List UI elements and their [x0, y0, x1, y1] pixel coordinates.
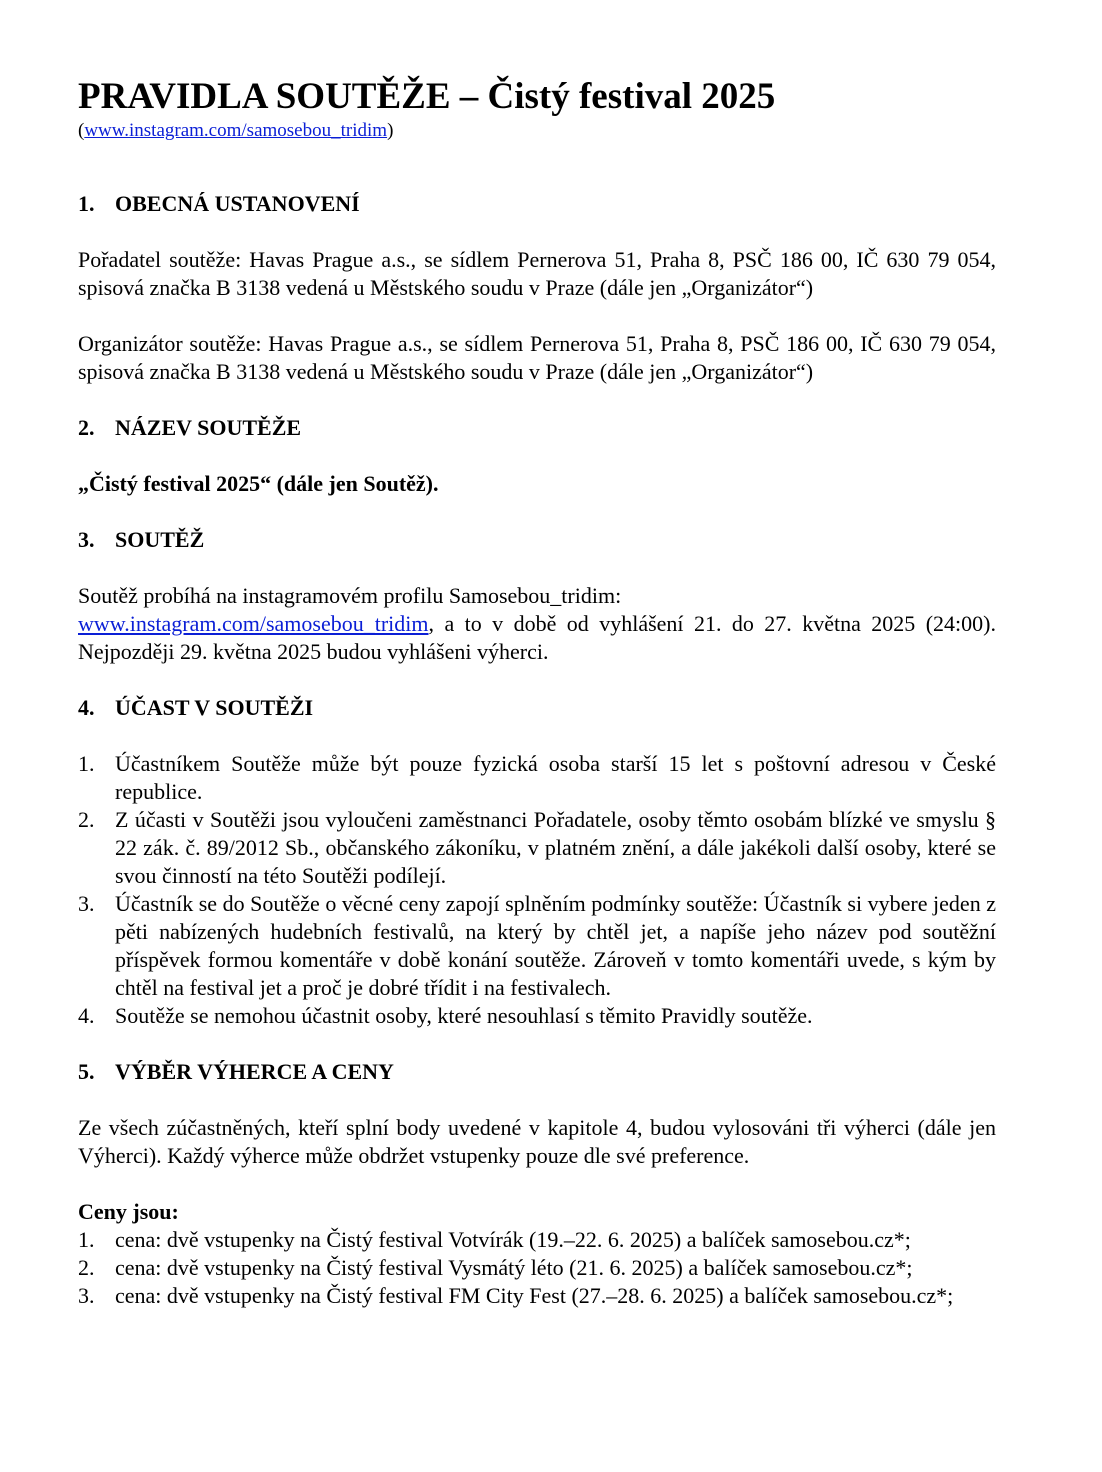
- instagram-profile-link[interactable]: www.instagram.com/samosebou_tridim: [78, 611, 429, 636]
- prizes-heading: Ceny jsou:: [78, 1199, 179, 1224]
- list-item: [78, 750, 996, 806]
- description-rest: , a to v době od vyhlášení 21. do 27. května 2025 (24:00). Nejpozději 29. května 2025 budou vyhlášeni výherci.: [78, 611, 996, 664]
- item-number: 1.: [78, 751, 95, 776]
- winner-selection-paragraph: Ze všech zúčastněných, kteří splní body uvedené v kapitole 4, budou vylosováni tři výherci (dále jen Výherci). Každý výherce může obdržet vstupenky pouze dle své preference.: [78, 1115, 996, 1168]
- paren-close: ): [387, 120, 394, 141]
- participation-list: [78, 750, 996, 1030]
- item-text: cena: dvě vstupenky na Čistý festival Vysmátý léto (21. 6. 2025) a balíček samosebou.cz*;: [115, 1255, 913, 1280]
- instagram-link[interactable]: www.instagram.com/samosebou_tridim: [84, 120, 388, 141]
- item-text: cena: dvě vstupenky na Čistý festival Votvírák (19.–22. 6. 2025) a balíček samosebou.cz*;: [115, 1227, 911, 1252]
- list-item: [78, 1002, 996, 1030]
- title-link-line: [78, 120, 996, 142]
- section-2-heading: [78, 414, 996, 442]
- organizer-paragraph: Pořadatel soutěže: Havas Prague a.s., se sídlem Pernerova 51, Praha 8, PSČ 186 00, IČ 630 79 054, spisová značka B 3138 vedená u Městského soudu v Praze (dále jen „Organizátor“): [78, 247, 996, 300]
- item-number: 3.: [78, 891, 95, 916]
- section-title: SOUTĚŽ: [115, 527, 205, 552]
- document-title: PRAVIDLA SOUTĚŽE – Čistý festival 2025: [78, 76, 776, 117]
- description-intro: Soutěž probíhá na instagramovém profilu Samosebou_tridim:: [78, 583, 622, 608]
- section-number: 4.: [78, 695, 95, 720]
- section-title: VÝBĚR VÝHERCE A CENY: [115, 1059, 394, 1084]
- competition-name: „Čistý festival 2025“ (dále jen Soutěž).: [78, 471, 439, 496]
- item-text: Z účasti v Soutěži jsou vyloučeni zaměstnanci Pořadatele, osoby těmto osobám blízké ve smyslu § 22 zák. č. 89/2012 Sb., občanského zákoníku, v platném znění, a dále jakékoli další osoby, které se svou činností na této Soutěži podílejí.: [115, 807, 996, 888]
- paren-open: (: [78, 120, 85, 141]
- section-number: 5.: [78, 1059, 95, 1084]
- section-title: NÁZEV SOUTĚŽE: [115, 415, 302, 440]
- item-number: 4.: [78, 1003, 95, 1028]
- section-number: 3.: [78, 527, 95, 552]
- section-number: 1.: [78, 191, 95, 216]
- section-3-heading: [78, 526, 996, 554]
- competition-description: [78, 582, 996, 666]
- item-number: 2.: [78, 807, 95, 832]
- organizer-paragraph-2: Organizátor soutěže: Havas Prague a.s., se sídlem Pernerova 51, Praha 8, PSČ 186 00, IČ 630 79 054, spisová značka B 3138 vedená u Městského soudu v Praze (dále jen „Organizátor“): [78, 331, 996, 384]
- item-number: 2.: [78, 1255, 95, 1280]
- section-1-heading: [78, 190, 996, 218]
- item-text: Soutěže se nemohou účastnit osoby, které nesouhlasí s těmito Pravidly soutěže.: [115, 1003, 813, 1028]
- prizes-list: [78, 1226, 996, 1310]
- prize-item: [78, 1254, 996, 1282]
- list-item: [78, 806, 996, 890]
- item-text: Účastník se do Soutěže o věcné ceny zapojí splněním podmínky soutěže: Účastník si vybere jeden z pěti nabízených hudebních festivalů, na který by chtěl jet, a napíše jeho název pod soutěžní příspěvek formou komentáře v době konání soutěže. Zároveň v tomto komentáři uvede, s kým by chtěl na festival jet a proč je dobré třídit i na festivalech.: [115, 891, 996, 1000]
- item-text: Účastníkem Soutěže může být pouze fyzická osoba starší 15 let s poštovní adresou v České republice.: [115, 751, 996, 804]
- list-item: [78, 890, 996, 1002]
- section-number: 2.: [78, 415, 95, 440]
- item-text: cena: dvě vstupenky na Čistý festival FM City Fest (27.–28. 6. 2025) a balíček samosebou.cz*;: [115, 1283, 954, 1308]
- item-number: 1.: [78, 1227, 95, 1252]
- prize-item: [78, 1226, 996, 1254]
- section-title: ÚČAST V SOUTĚŽI: [115, 695, 314, 720]
- prize-item: [78, 1282, 996, 1310]
- section-5-heading: [78, 1058, 996, 1086]
- section-title: OBECNÁ USTANOVENÍ: [115, 191, 360, 216]
- section-4-heading: [78, 694, 996, 722]
- item-number: 3.: [78, 1283, 95, 1308]
